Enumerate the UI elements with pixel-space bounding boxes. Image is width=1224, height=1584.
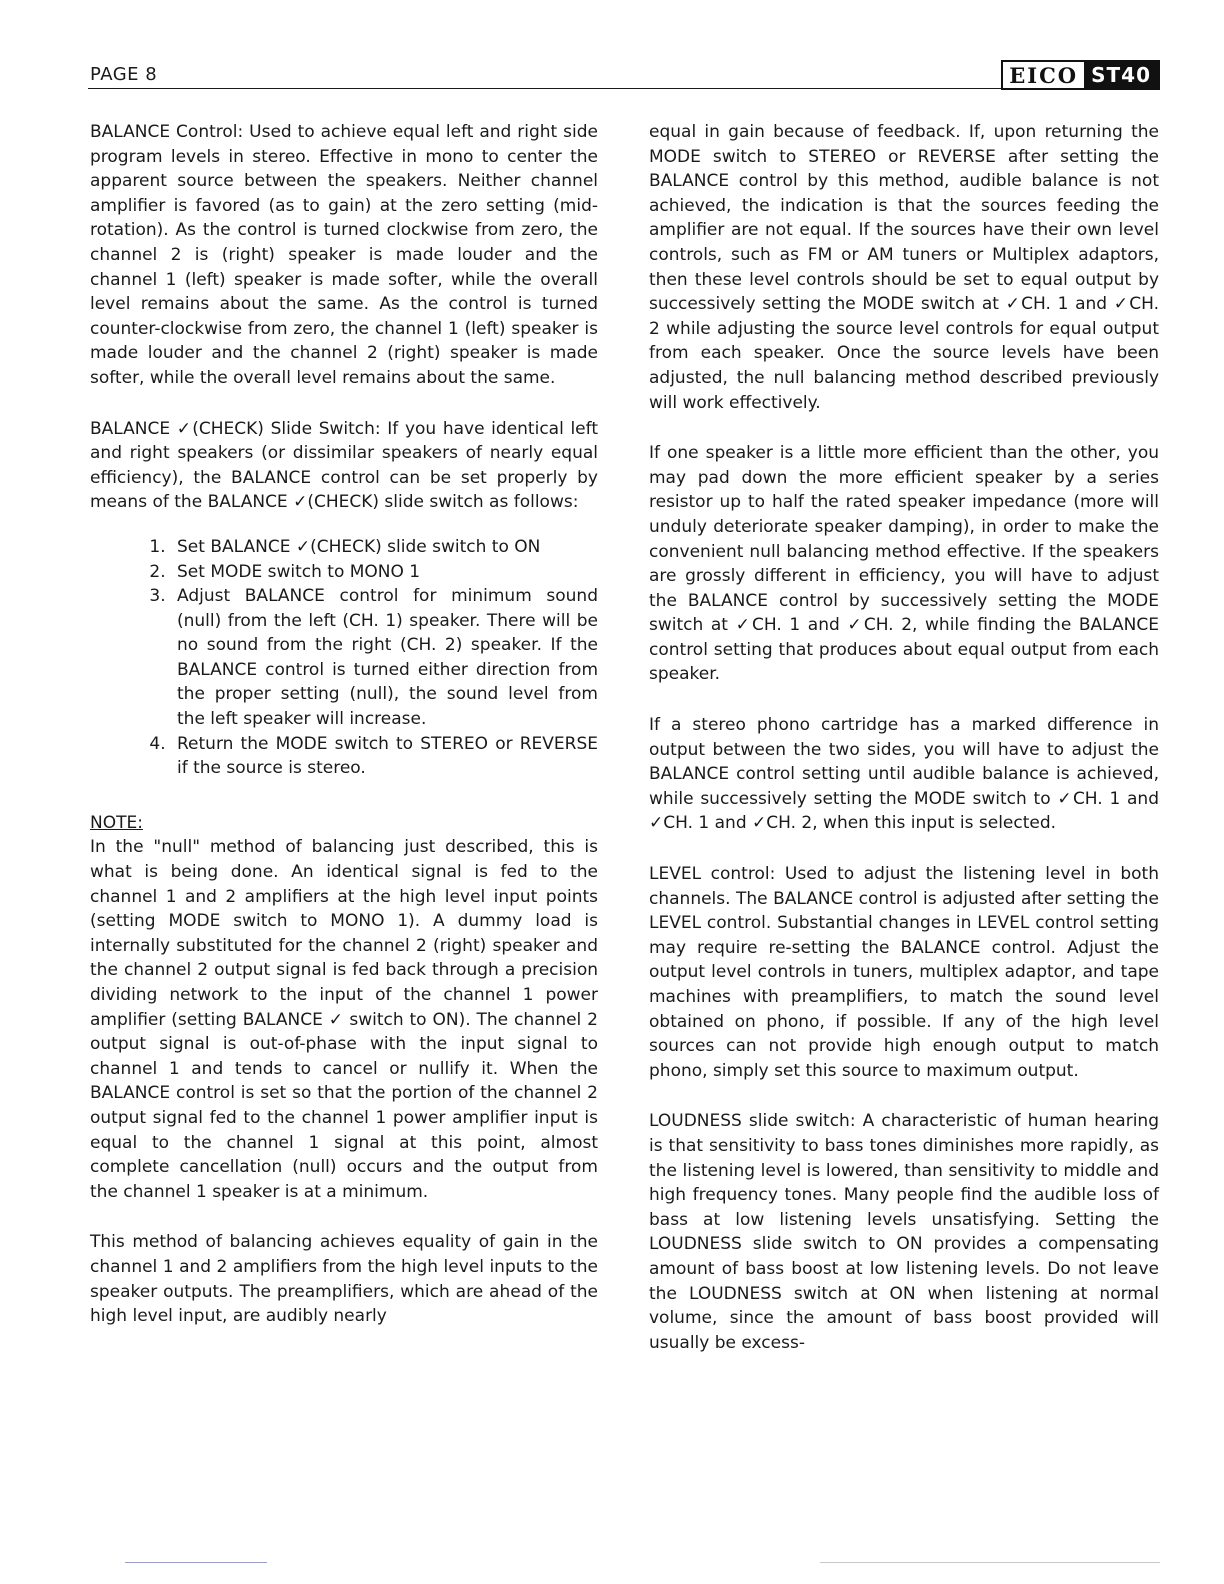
balance-check-intro-paragraph: BALANCE ✓(CHECK) Slide Switch: If you have identical left and right speakers (or dissimilar speakers of nearly equal efficiency), the BALANCE control can be set properly by means of the BALANCE ✓(CHECK) slide switch as follows: bbox=[90, 418, 598, 513]
logo-model: ST40 bbox=[1084, 62, 1158, 88]
list-item: 2. Set MODE switch to MONO 1 bbox=[171, 560, 598, 585]
note-text: In the "null" method of balancing just described, this is what is being done. An identical signal is fed to the channel 1 and 2 amplifiers at the high level input points (setting MODE switch to MONO 1). A dummy load is internally substituted for the channel 2 (right) speaker and the channel 2 output signal is fed back through a precision dividing network to the input of the channel 1 power amplifier (setting BALANCE ✓ switch to ON). The channel 2 output signal is out-of-phase with the input signal to channel 1 and tends to cancel or nullify it. When the BALANCE control is set so that the portion of the channel 2 output signal fed to the channel 1 power amplifier input is equal to the channel 1 signal at this point, almost complete cancellation (null) occurs and the output from the channel 1 speaker is at a minimum. bbox=[90, 837, 598, 1202]
speaker-efficiency-paragraph: If one speaker is a little more efficient than the other, you may pad down the more efficient speaker by a series resistor up to half the rated speaker impedance (more will unduly deteriorate speaker damping), in order to make the convenient null balancing method effective. If the speakers are grossly different in efficiency, you will have to adjust the BALANCE control by successively setting the MODE switch at ✓CH. 1 and ✓CH. 2, while finding the BALANCE control setting that produces about equal output from each speaker. bbox=[649, 443, 1159, 685]
balance-steps-list bbox=[90, 535, 598, 781]
header-rule bbox=[88, 88, 1042, 89]
level-control-paragraph: LEVEL control: Used to adjust the listening level in both channels. The BALANCE control is adjusted after setting the LEVEL control. Substantial changes in LEVEL control setting may require re-setting the BALANCE control. Adjust the output level controls in tuners, multiplex adaptor, and tape machines with preamplifiers, to match the sound level obtained on phono, if possible. If any of the high level sources can not provide high enough output to match phono, simply set this source to maximum output. bbox=[649, 864, 1159, 1081]
eico-logo bbox=[1001, 60, 1160, 90]
left-column bbox=[90, 120, 598, 1355]
logo-brand: EICO bbox=[1003, 62, 1084, 88]
list-item: 4. Return the MODE switch to STEREO or REVERSE if the source is stereo. bbox=[171, 732, 598, 781]
balance-control-paragraph: BALANCE Control: Used to achieve equal left and right side program levels in stereo. Effective in mono to center the apparent source between the speakers. Neither channel amplifier is favored (as to gain) at the zero setting (mid-rotation). As the control is turned clockwise from zero, the channel 2 is (right) speaker is made louder and the channel 1 (left) speaker is made softer, while the overall level remains about the same. As the control is turned counter-clockwise from zero, the channel 1 (left) speaker is made louder and the channel 2 (right) speaker is made softer, while the overall level remains about the same. bbox=[90, 122, 598, 388]
list-item: 1. Set BALANCE ✓(CHECK) slide switch to ON bbox=[171, 535, 598, 560]
page-header bbox=[88, 60, 1160, 92]
page-number: PAGE 8 bbox=[90, 64, 158, 85]
scan-edge-line bbox=[820, 1562, 1160, 1563]
scan-edge-line bbox=[125, 1562, 267, 1563]
list-item: 3. Adjust BALANCE control for minimum sound (null) from the left (CH. 1) speaker. There will be no sound from the right (CH. 2) speaker. If the BALANCE control is turned either direction from the proper setting (null), the sound level from the left speaker will increase. bbox=[171, 584, 598, 732]
note-section bbox=[90, 811, 598, 1205]
phono-cartridge-paragraph: If a stereo phono cartridge has a marked difference in output between the two sides, you will have to adjust the BALANCE control setting until audible balance is achieved, while successively setting the MODE switch to ✓CH. 1 and ✓CH. 1 and ✓CH. 2, when this input is selected. bbox=[649, 715, 1159, 834]
note-label: NOTE: bbox=[90, 812, 143, 833]
method-paragraph: This method of balancing achieves equality of gain in the channel 1 and 2 amplifiers from the high level inputs to the speaker outputs. The preamplifiers, which are ahead of the high level input, are audibly nearly bbox=[90, 1232, 598, 1327]
right-column bbox=[649, 120, 1159, 1381]
loudness-paragraph: LOUDNESS slide switch: A characteristic of human hearing is that sensitivity to bass tones diminishes more rapidly, as the listening level is lowered, than sensitivity to middle and high frequency tones. Many people find the audible loss of bass at low listening levels unsatisfying. Setting the LOUDNESS slide switch to ON provides a compensating amount of bass boost at low listening levels. Do not leave the LOUDNESS switch at ON when listening at normal volume, since the amount of bass boost provided will usually be excess- bbox=[649, 1111, 1159, 1353]
continuation-paragraph: equal in gain because of feedback. If, upon returning the MODE switch to STEREO or REVERSE after setting the BALANCE control by this method, audible balance is not achieved, the indication is that the sources feeding the amplifier are not equal. If the sources have their own level controls, such as FM or AM tuners or Multiplex adaptors, then these level controls should be set to equal output by successively setting the MODE switch at ✓CH. 1 and ✓CH. 2 while adjusting the source level controls for equal output from each speaker. Once the source levels have been adjusted, the null balancing method described previously will work effectively. bbox=[649, 122, 1159, 413]
